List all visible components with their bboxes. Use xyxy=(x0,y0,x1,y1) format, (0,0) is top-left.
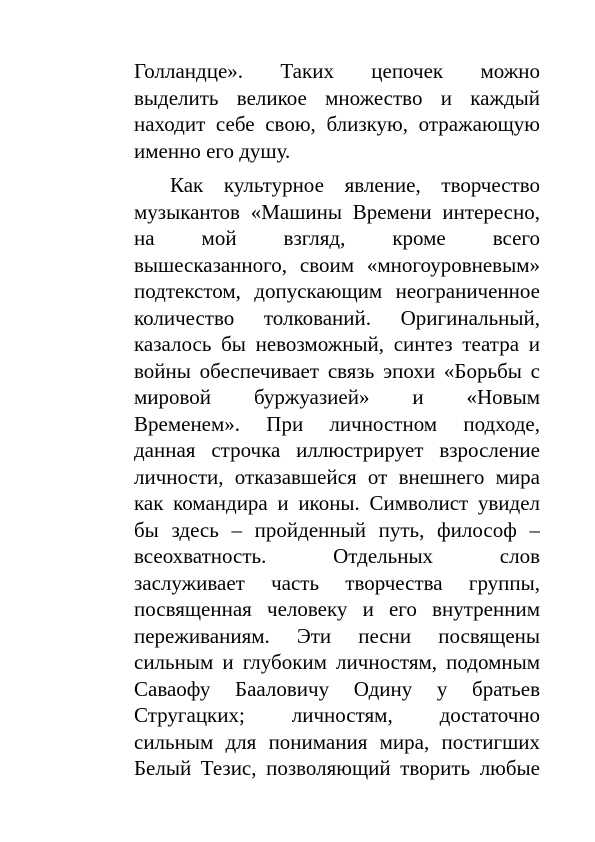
text-line: Голландце». Таких цепочек можно xyxy=(134,59,540,83)
text-line: сильным для понимания мира, постигших xyxy=(134,729,540,754)
text-line: на мой взгляд, кроме всего xyxy=(134,226,540,250)
text-line: выделить великое множество и каждый xyxy=(134,85,540,110)
text-line: сильным и глубоким личностям, подомным xyxy=(134,650,540,674)
text-line: именно его душу. xyxy=(134,138,291,163)
text-line: Временем». При личностном подходе, xyxy=(134,411,540,436)
text-line: личности, отказавшейся от внешнего мира xyxy=(134,464,540,489)
text-line: казалось бы невозможный, синтез театра и xyxy=(134,332,540,356)
text-line: всеохватность. Отдельных слов xyxy=(134,544,540,568)
text-line: заслуживает часть творчества группы, xyxy=(134,570,540,595)
text-line: количество толкований. Оригинальный, xyxy=(134,305,540,330)
paragraph-spacer xyxy=(134,164,540,172)
text-line: мировой буржуазией» и «Новым xyxy=(134,385,540,409)
text-line: посвященная человеку и его внутренним xyxy=(134,597,540,621)
text-line: войны обеспечивает связь эпохи «Борьбы с xyxy=(134,358,540,383)
text-line: находит себе свою, близкую, отражающую xyxy=(134,112,540,136)
text-line: бы здесь – пройденный путь, философ – xyxy=(134,517,540,542)
text-line: Как культурное явление, творчество xyxy=(170,173,540,197)
paragraph-2 xyxy=(134,172,540,782)
text-line: подтекстом, допускающим неограниченное xyxy=(134,279,540,303)
text-line: данная строчка иллюстрирует взросление xyxy=(134,438,540,462)
text-line: вышесказанного, своим «многоуровневым» xyxy=(134,252,540,277)
body-text xyxy=(134,58,540,782)
text-line: Стругацких; личностям, достаточно xyxy=(134,703,540,727)
text-line: музыкантов «Машины Времени интересно, xyxy=(134,199,540,224)
text-line: Саваофу Бааловичу Одину у братьев xyxy=(134,676,540,701)
text-line: переживаниям. Эти песни посвящены xyxy=(134,623,540,648)
text-line: Белый Тезис, позволяющий творить любые xyxy=(134,756,540,780)
text-line: как командира и иконы. Символист увидел xyxy=(134,491,540,515)
paragraph-1 xyxy=(134,58,540,164)
